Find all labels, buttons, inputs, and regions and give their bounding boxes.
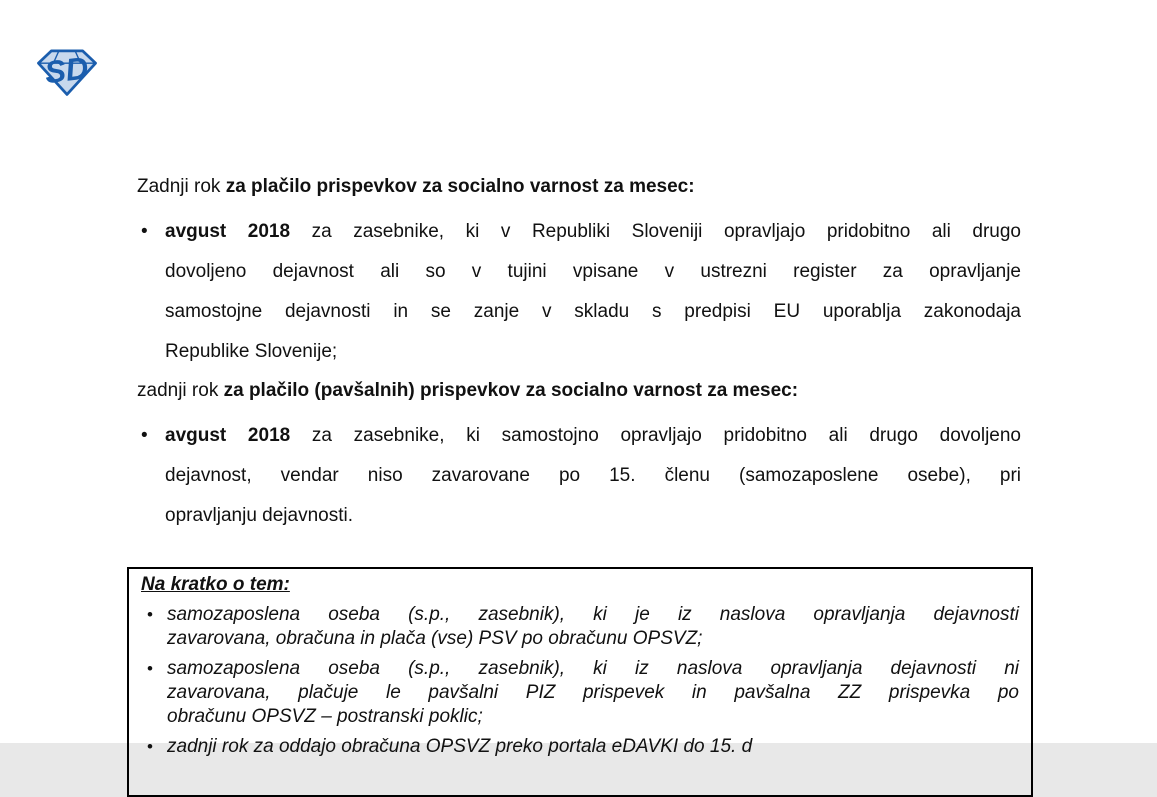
bullet1-line2: dovoljeno dejavnost ali so v tujini vpisane v ustrezni register za opravljanje bbox=[165, 261, 1021, 282]
heading2-normal-text: zadnji rok bbox=[137, 380, 224, 401]
list-item-august-2018-b bbox=[137, 416, 1021, 536]
summary-item-2 bbox=[141, 657, 1019, 729]
summary-item-text bbox=[167, 603, 1019, 651]
bullet2-line2: dejavnost, vendar niso zavarovane po 15. členu (samozaposlene osebe), pri bbox=[165, 465, 1021, 486]
summary2-line2: zavarovana, plačuje le pavšalni PIZ prispevek in pavšalna ZZ prispevka po bbox=[167, 682, 1019, 703]
bullet1-line1 bbox=[165, 212, 1021, 252]
bullet2-line1-rest: za zasebnike, ki samostojno opravljajo pridobitno ali drugo dovoljeno bbox=[290, 425, 1021, 446]
summary3-line1: zadnji rok za oddajo obračuna OPSVZ preko portala eDAVKI do 15. d bbox=[167, 736, 753, 757]
bullet-marker: • bbox=[141, 221, 148, 242]
list-item-august-2018-a bbox=[137, 212, 1021, 372]
heading1-normal-text: Zadnji rok bbox=[137, 176, 226, 197]
bullet-text bbox=[165, 416, 1021, 536]
bullet2-line3: opravljanju dejavnosti. bbox=[165, 505, 354, 526]
bullet-marker: • bbox=[141, 425, 148, 446]
summary-item-text bbox=[167, 657, 1019, 729]
bullet1-line3: samostojne dejavnosti in se zanje v skladu s predpisi EU uporablja zakonodaja bbox=[165, 301, 1021, 322]
heading1-bold-text: za plačilo prispevkov za socialno varnost za mesec: bbox=[225, 176, 695, 197]
heading2-bold-text: za plačilo (pavšalnih) prispevkov za socialno varnost za mesec: bbox=[223, 380, 799, 401]
summary-item-1 bbox=[141, 603, 1019, 651]
bullet-marker: • bbox=[147, 659, 153, 678]
summary-box bbox=[127, 567, 1033, 797]
bullet-marker: • bbox=[147, 605, 153, 624]
bullet2-line1 bbox=[165, 416, 1021, 456]
deadline-heading-2 bbox=[137, 378, 1021, 404]
bullet1-line4: Republike Slovenije; bbox=[165, 341, 338, 362]
deadline-heading-1 bbox=[137, 174, 1021, 200]
bullet-marker: • bbox=[147, 737, 153, 756]
bullet-text bbox=[165, 212, 1021, 372]
bullet1-line1-rest: za zasebnike, ki v Republiki Sloveniji opravljajo pridobitno ali drugo bbox=[290, 221, 1021, 242]
summary1-line1: samozaposlena oseba (s.p., zasebnik), ki je iz naslova opravljanja dejavnosti bbox=[167, 604, 1019, 625]
summary-item-3-clipped bbox=[141, 735, 1019, 759]
sd-diamond-logo bbox=[33, 46, 101, 98]
logo-text: SD bbox=[42, 50, 91, 91]
bullet2-bold-date: avgust 2018 bbox=[165, 425, 291, 446]
summary1-line2: zavarovana, obračuna in plača (vse) PSV po obračunu OPSVZ; bbox=[167, 628, 703, 649]
bullet1-bold-date: avgust 2018 bbox=[165, 221, 291, 242]
sd-logo-icon bbox=[33, 46, 101, 98]
summary2-line3: obračunu OPSVZ – postranski poklic; bbox=[167, 706, 483, 727]
summary-box-title: Na kratko o tem: bbox=[141, 574, 290, 595]
summary-item-text bbox=[167, 735, 1019, 759]
summary2-line1: samozaposlena oseba (s.p., zasebnik), ki iz naslova opravljanja dejavnosti ni bbox=[167, 658, 1019, 679]
